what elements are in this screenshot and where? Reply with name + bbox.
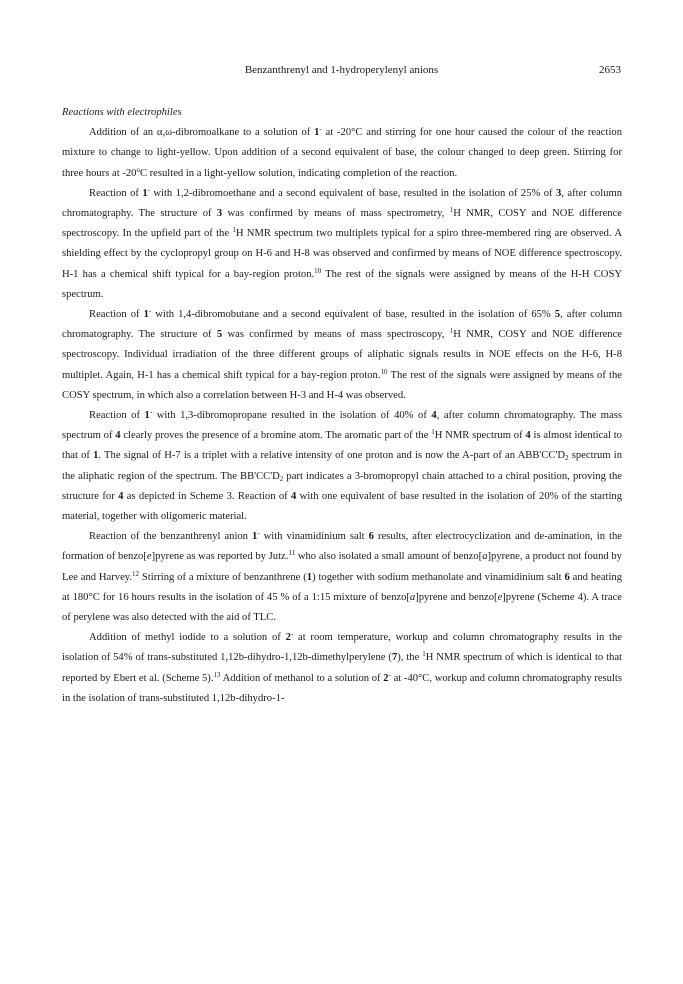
compound-ref: 1 <box>251 531 258 543</box>
citation: 10 <box>314 266 322 275</box>
paragraph-1: Addition of an α,ω-dibromoalkane to a solution of 1- at -20°C and stirring for one hour caused the colour of the reaction mixture to change to light-yellow. Upon addition of a second equivalent of base, the colour changed to deep green. Stirring for three hours at -20$^o$C resulted in a light-yellow solution, indicating completion of the reaction. <box>62 125 622 179</box>
compound-ref: 4 <box>118 490 124 502</box>
compound-ref: 3 <box>216 208 223 220</box>
compound-ref: 1 <box>306 571 313 583</box>
compound-ref: 1 <box>93 450 99 462</box>
page-header <box>0 62 683 78</box>
citation: 10 <box>380 367 388 376</box>
citation: 12 <box>132 569 140 578</box>
compound-ref: 5 <box>216 329 223 341</box>
compound-ref: 1 <box>143 309 149 321</box>
page-number: 2653 <box>599 64 621 76</box>
compound-ref: 4 <box>525 430 531 442</box>
compound-ref: 6 <box>564 571 570 583</box>
paragraph-5: Reaction of the benzanthrenyl anion 1- with vinamidinium salt 6 results, after electrocyclization and de-amination, in the formation of benzo[e]pyrene as was reported by Jutz.$^{11}$ who also isolated a small amount of benzo[a]pyrene, a product not found by Lee and Harvey.$^{12}$ Stirring of a mixture of benzanthrene (1) together with sodium methanolate and vinamidinium salt 6 and heating at 180°C for 16 hours results in the isolation of 45 % of a 1:15 mixture of benzo[a]pyrene and benzo[e]pyrene (Scheme 4). A trace of perylene was also detected with the aid of TLC. <box>62 529 623 624</box>
citation: 13 <box>213 670 221 679</box>
paragraph-6: Addition of methyl iodide to a solution of 2- at room temperature, workup and column chromatography results in the isolation of 54% of trans-substituted 1,12b-dihydro-1,12b-dimethylperylene (7), the $^1$H NMR spectrum of which is identical to that reported by Ebert et al. (Scheme 5).$^{13}$ Addition of methanol to a solution of 2- at -40°C, workup and column chromatography results in the isolation of trans-substituted 1,12b-dihydro-1- <box>62 630 622 704</box>
compound-ref: 6 <box>368 531 374 543</box>
compound-ref: 3 <box>556 187 562 199</box>
compound-ref: 5 <box>554 309 561 321</box>
paragraph-2: Reaction of 1- with 1,2-dibromoethane and a second equivalent of base, resulted in the isolation of 25% of 3, after column chromatography. The structure of 3 was confirmed by means of mass spectrometry, $^1$H NMR, COSY and NOE difference spectroscopy. In the upfield part of the $^1$H NMR spectrum two multiplets typical for a spiro three-membered ring are observed. A shielding effect by the cyclopropyl group on H-6 and H-8 was observed and confirmed by means of NOE difference spectroscopy. H-1 has a chemical shift typical for a bay-region proton.$^{10}$ The rest of the signals were assigned by means of the H-H COSY spectrum. <box>62 185 623 300</box>
compound-ref: 1 <box>142 187 148 199</box>
compound-ref: 4 <box>291 490 297 502</box>
paragraph-3: Reaction of 1- with 1,4-dibromobutane and a second equivalent of base, resulted in the isolation of 65% 5, after column chromatography. The structure of 5 was confirmed by means of mass spectroscopy, $^1$H NMR, COSY and NOE difference spectroscopy. Individual irradiation of the three different groups of aliphatic signals results in NOE effects on the H-6, H-8 multiplet. Again, H-1 has a chemical shift typical for a bay-region proton.$^{10}$ The rest of the signals were assigned by means of the COSY spectrum, in which also a correlation between H-3 and H-4 was observed. <box>62 307 622 401</box>
compound-ref: 2 <box>285 632 291 644</box>
compound-ref: 2 <box>383 672 389 684</box>
running-title: Benzanthrenyl and 1-hydroperylenyl anions <box>244 64 439 76</box>
section-heading: Reactions with electrophiles <box>62 107 182 118</box>
compound-ref: 4 <box>115 430 121 442</box>
compound-ref: 1 <box>144 410 150 422</box>
paragraph-4: Reaction of 1- with 1,3-dibromopropane resulted in the isolation of 40% of 4, after column chromatography. The mass spectrum of 4 clearly proves the presence of a bromine atom. The aromatic part of the $^1$H NMR spectrum of 4 is almost identical to that of 1. The signal of H-7 is a triplet with a relative intensity of one proton and is now the A-part of an $ABB'CC'D_2$ spectrum in the aliphatic region of the spectrum. The $BB'CC'D_2$ part indicates a 3-bromopropyl chain attached to a chiral position, proving the structure for 4 as depicted in Scheme 3. Reaction of 4 with one equivalent of base resulted in the isolation of 20% of the starting material, together with oligomeric material. <box>62 408 623 523</box>
compound-ref: 7 <box>391 652 398 664</box>
compound-ref: 1 <box>314 127 320 139</box>
compound-ref: 4 <box>431 410 437 422</box>
citation: 11 <box>288 549 296 558</box>
article-body <box>62 103 622 709</box>
